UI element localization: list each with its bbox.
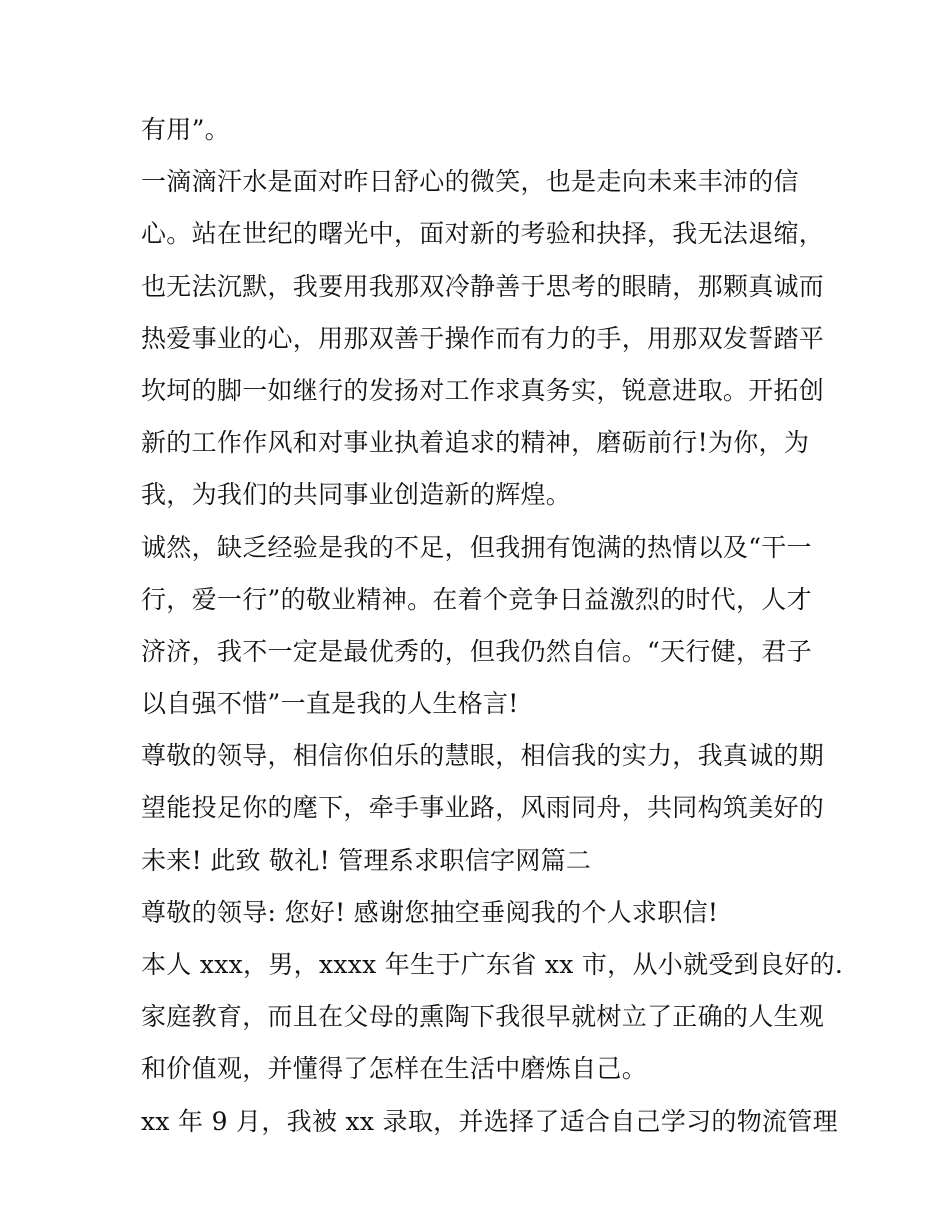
text-line: 望能投足你的麾下，牵手事业路，风雨同舟，共同构筑美好的	[141, 793, 825, 823]
text-line: 和价值观，并懂得了怎样在生活中磨炼自己。	[141, 1054, 648, 1084]
text-line: 新的工作作风和对事业执着追求的精神，磨砺前行!为你，为	[141, 428, 810, 458]
text-line: 热爱事业的心，用那双善于操作而有力的手，用那双发誓踏平	[141, 323, 825, 353]
text-line: 坎坷的脚一如继行的发扬对工作求真务实，锐意进取。开拓创	[141, 375, 825, 405]
text-line: 以自强不惜”一直是我的人生格言!	[141, 689, 519, 719]
text-line: 我，为我们的共同事业创造新的辉煌。	[141, 480, 572, 510]
text-line: xx 年 9 月，我被 xx 录取，并选择了适合自己学习的物流管理	[141, 1106, 838, 1136]
text-line: 一滴滴汗水是面对昨日舒心的微笑，也是走向未来丰沛的信	[141, 167, 799, 197]
text-line: 有用”。	[141, 115, 230, 144]
document-body	[141, 108, 844, 1152]
text-line: 尊敬的领导: 您好! 感谢您抽空垂阅我的个人求职信!	[141, 897, 719, 927]
text-line: 心。站在世纪的曙光中，面对新的考验和抉择，我无法退缩，	[141, 219, 825, 249]
text-line: 诚然，缺乏经验是我的不足，但我拥有饱满的热情以及“干一	[141, 532, 812, 562]
text-line: 本人 xxx，男，xxxx 年生于广东省 xx 市，从小就受到良好的.	[141, 950, 844, 979]
text-line: 济济，我不一定是最优秀的，但我仍然自信。“天行健，君子	[141, 636, 812, 666]
text-line: 尊敬的领导，相信你伯乐的慧眼，相信我的实力，我真诚的期	[141, 741, 825, 771]
text-line: 也无法沉默，我要用我那双冷静善于思考的眼睛，那颗真诚而	[141, 271, 825, 301]
text-line: 未来! 此致 敬礼! 管理系求职信字网篇二	[141, 845, 592, 875]
text-line: 家庭教育，而且在父母的熏陶下我很早就树立了正确的人生观	[141, 1002, 825, 1032]
text-line: 行，爱一行”的敬业精神。在着个竞争日益激烈的时代，人才	[141, 584, 812, 614]
